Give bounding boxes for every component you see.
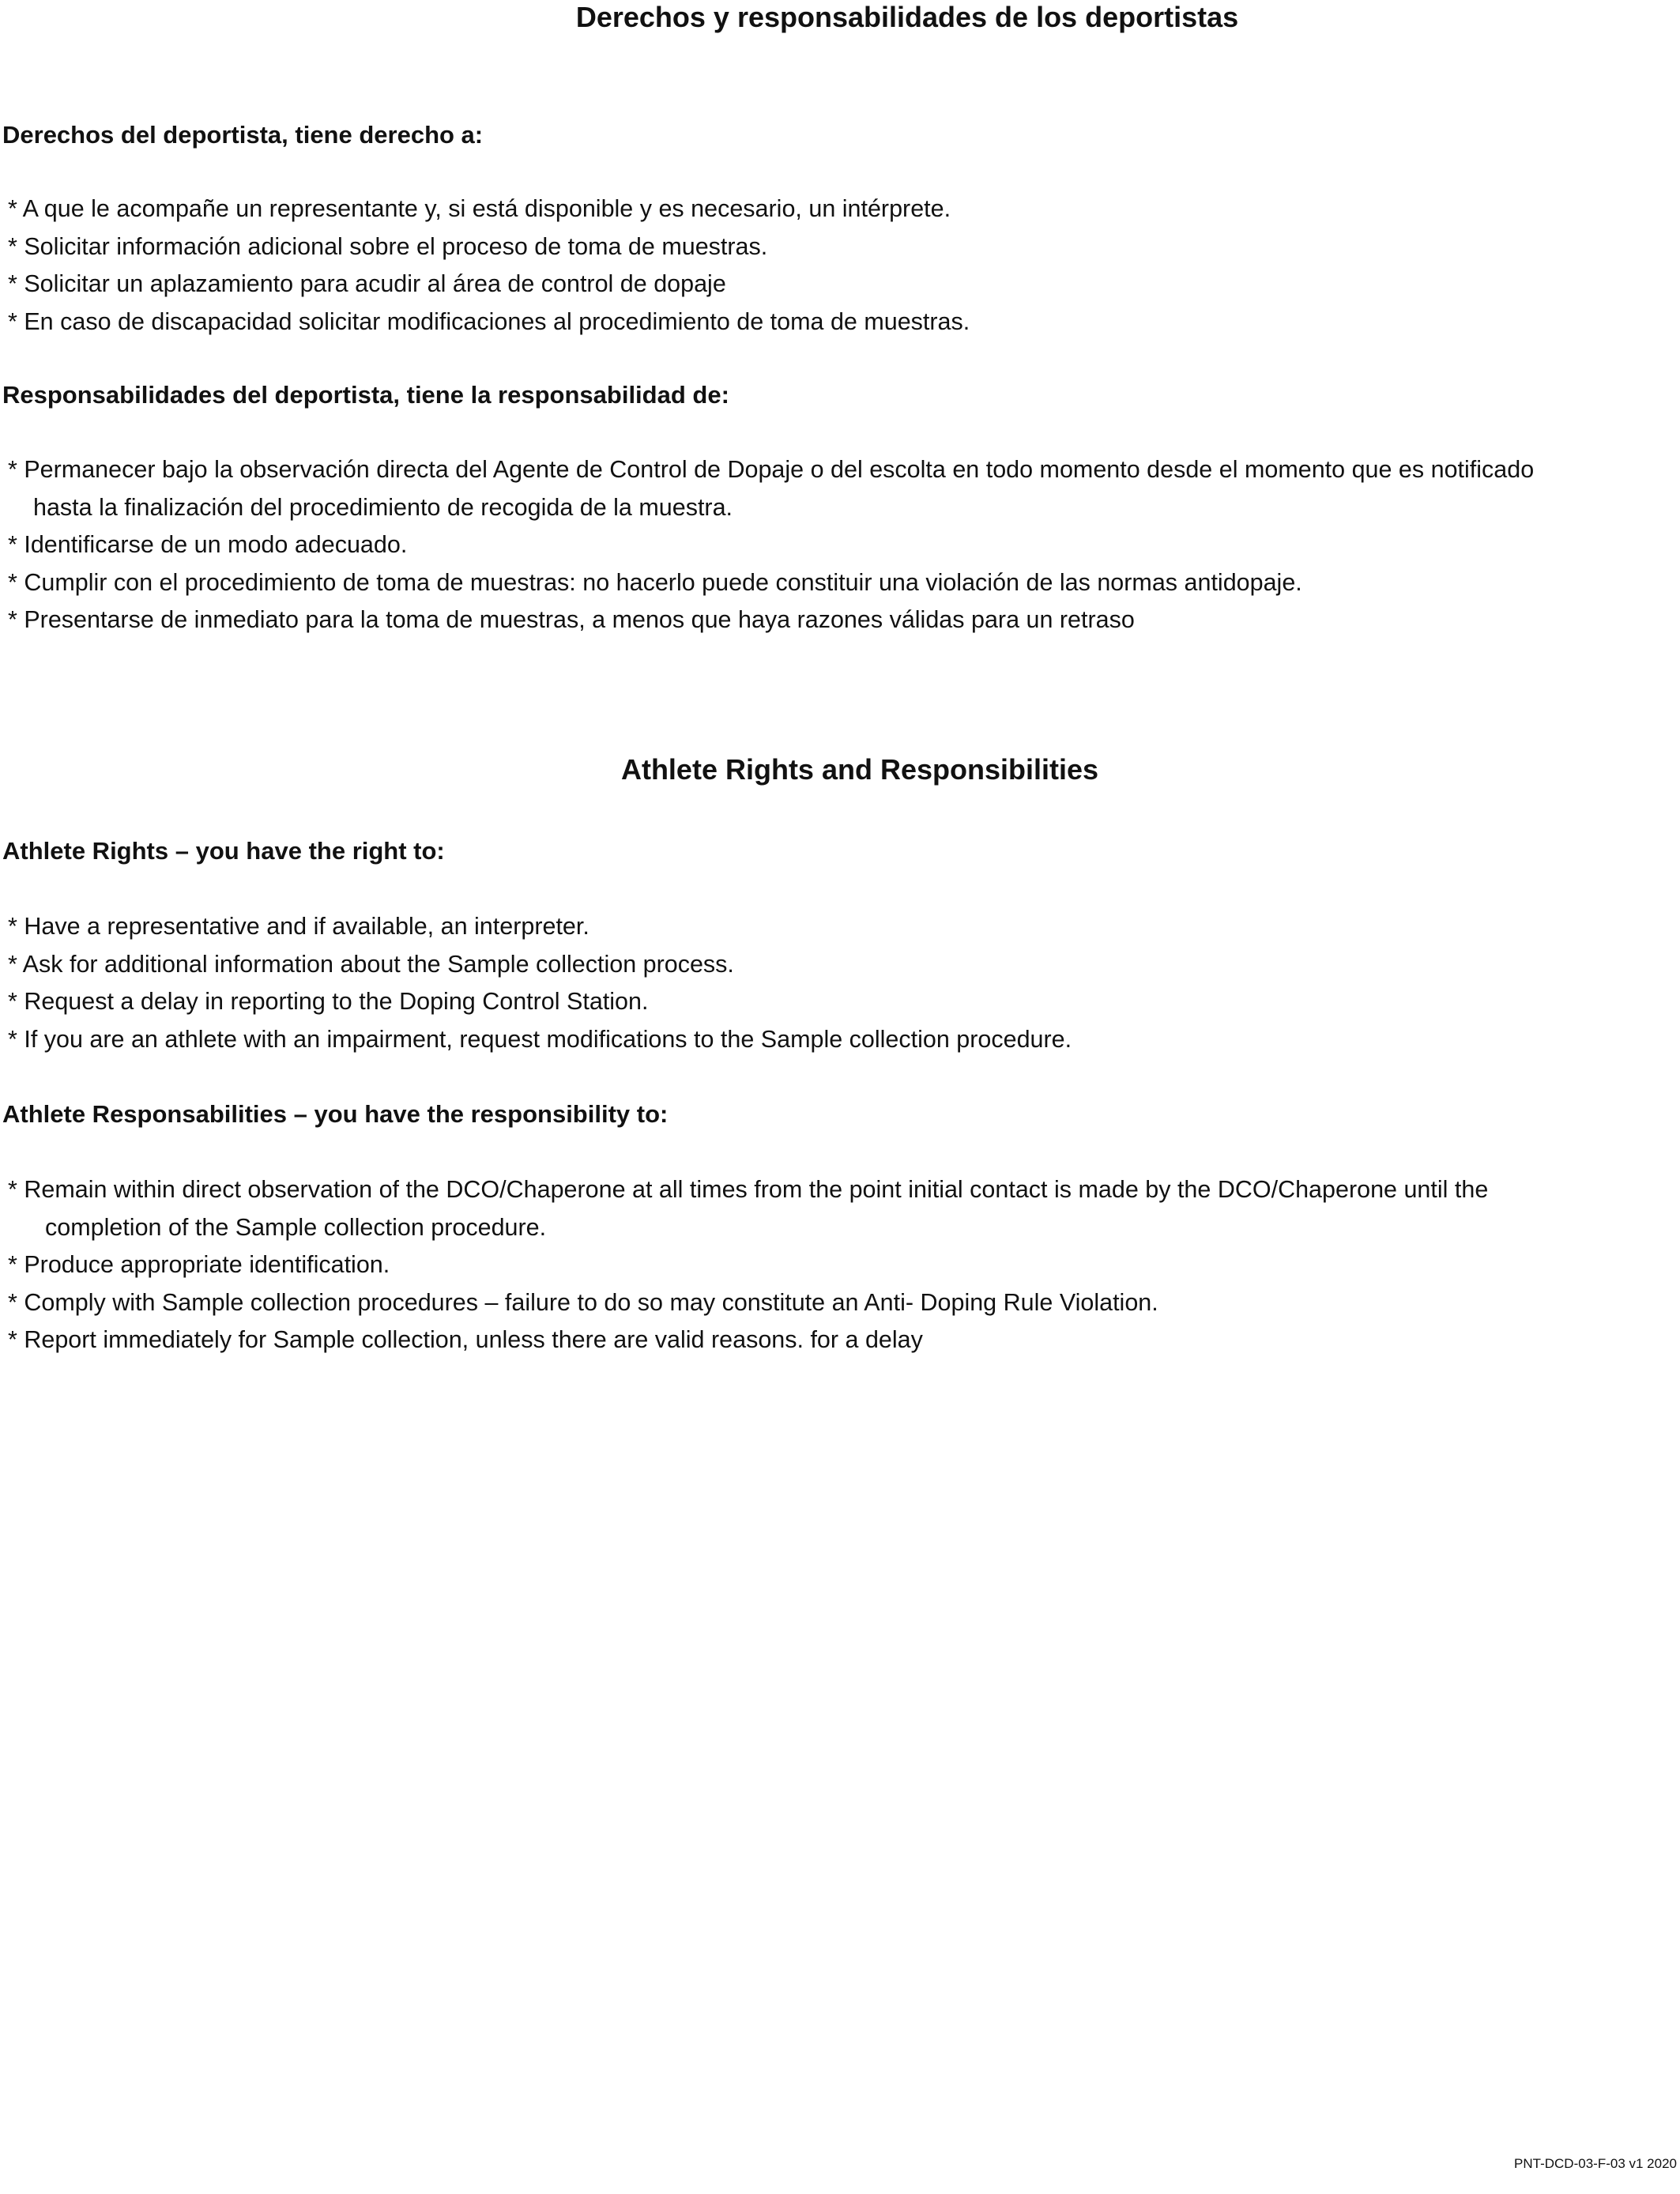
list-item: * Cumplir con el procedimiento de toma de muestras: no hacerlo puede constituir una violación de las normas antidopaje. xyxy=(8,568,1302,596)
spanish-rights-heading: Derechos del deportista, tiene derecho a: xyxy=(2,121,484,149)
list-item-continuation: completion of the Sample collection procedure. xyxy=(45,1213,547,1241)
list-item: * Solicitar información adicional sobre el proceso de toma de muestras. xyxy=(8,232,768,260)
list-item: * If you are an athlete with an impairment, request modifications to the Sample collection procedure. xyxy=(8,1025,1072,1053)
list-item-continuation: hasta la finalización del procedimiento de recogida de la muestra. xyxy=(33,493,733,521)
list-item: * Permanecer bajo la observación directa del Agente de Control de Dopaje o del escolta en todo momento desde el momento que es notificado xyxy=(8,456,1535,483)
english-responsibilities-list xyxy=(8,1171,1488,1359)
list-item: * Identificarse de un modo adecuado. xyxy=(8,531,408,558)
list-item: * Remain within direct observation of the DCO/Chaperone at all times from the point initial contact is made by the DCO/Chaperone until the xyxy=(8,1176,1489,1203)
document-code-footer: PNT-DCD-03-F-03 v1 2020 xyxy=(1514,2156,1677,2171)
spanish-rights-list xyxy=(8,190,970,341)
list-item: * Solicitar un aplazamiento para acudir al área de control de dopaje xyxy=(8,270,726,297)
list-item: * Presentarse de inmediato para la toma de muestras, a menos que haya razones válidas para un retraso xyxy=(8,606,1135,633)
english-title: Athlete Rights and Responsibilities xyxy=(620,753,1099,786)
english-rights-list xyxy=(8,908,1072,1058)
list-item: * Comply with Sample collection procedures – failure to do so may constitute an Anti- Doping Rule Violation. xyxy=(8,1288,1158,1316)
spanish-responsibilities-list xyxy=(8,451,1534,639)
english-rights-heading: Athlete Rights – you have the right to: xyxy=(2,837,445,865)
list-item: * Have a representative and if available, an interpreter. xyxy=(8,913,590,940)
english-responsibilities-heading: Athlete Responsabilities – you have the responsibility to: xyxy=(2,1100,669,1128)
list-item: * A que le acompañe un representante y, si está disponible y es necesario, un intérprete. xyxy=(8,195,951,222)
list-item: * En caso de discapacidad solicitar modificaciones al procedimiento de toma de muestras. xyxy=(8,307,970,335)
spanish-responsibilities-heading: Responsabilidades del deportista, tiene la responsabilidad de: xyxy=(2,381,729,409)
list-item: * Report immediately for Sample collection, unless there are valid reasons. for a delay xyxy=(8,1326,923,1353)
spanish-title: Derechos y responsabilidades de los deportistas xyxy=(575,1,1239,33)
list-item: * Produce appropriate identification. xyxy=(8,1251,390,1278)
list-item: * Ask for additional information about the Sample collection process. xyxy=(8,950,734,978)
list-item: * Request a delay in reporting to the Doping Control Station. xyxy=(8,988,649,1015)
